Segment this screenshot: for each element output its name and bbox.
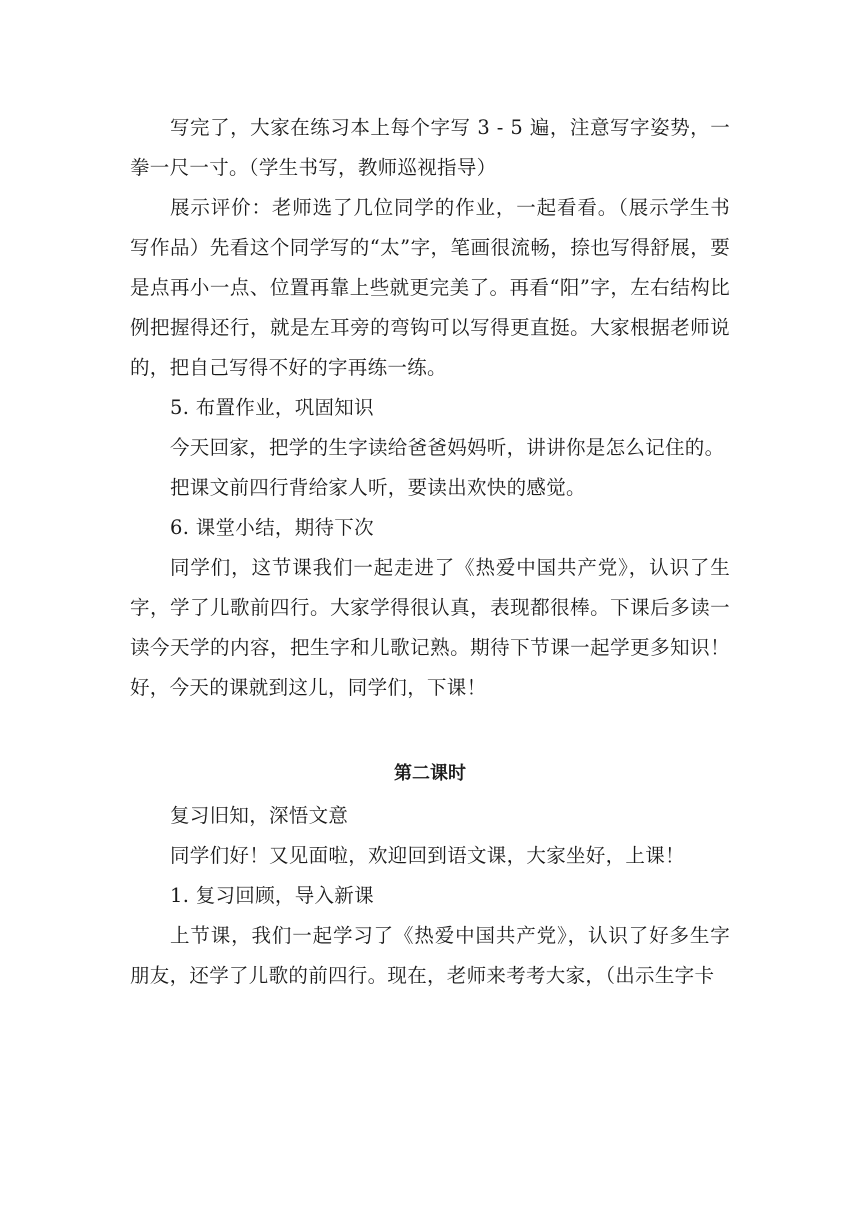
paragraph-homework-1: 今天回家，把学的生字读给爸爸妈妈听，讲讲你是怎么记住的。 [170, 436, 725, 459]
paragraph-homework-2: 把课文前四行背给家人听，要读出欢快的感觉。 [170, 476, 586, 499]
paragraph-review-intro: 上节课，我们一起学习了《热爱中国共产党》，认识了好多生字朋友，还学了儿歌的前四行。现在，老师来考考大家，（出示生字卡 [130, 924, 730, 987]
paragraph-review-title: 复习旧知，深悟文意 [170, 804, 349, 827]
paragraph-greeting: 同学们好！又见面啦，欢迎回到语文课，大家坐好，上课！ [170, 844, 685, 867]
document-body [130, 108, 730, 996]
paragraph-step1-title: 1. 复习回顾，导入新课 [170, 884, 374, 907]
paragraph-step6-title: 6. 课堂小结，期待下次 [170, 516, 374, 539]
section-heading: 第二课时 [394, 763, 466, 784]
paragraph-showcase-evaluation: 展示评价：老师选了几位同学的作业，一起看看。（展示学生书写作品）先看这个同学写的“太”字，笔画很流畅，捺也写得舒展，要是点再小一点、位置再靠上些就更完美了。再看“阳”字，左右结构比例把握得还行，就是左耳旁的弯钩可以写得更直挺。大家根据老师说的，把自己写得不好的字再练一练。 [130, 196, 730, 379]
paragraph-class-summary: 同学们，这节课我们一起走进了《热爱中国共产党》，认识了生字，学了儿歌前四行。大家学得很认真，表现都很棒。下课后多读一读今天学的内容，把生字和儿歌记熟。期待下节课一起学更多知识！好，今天的课就到这儿，同学们，下课！ [130, 556, 730, 699]
paragraph-step5-title: 5. 布置作业，巩固知识 [170, 396, 374, 419]
paragraph-writing-practice: 写完了，大家在练习本上每个字写 3 - 5 遍，注意写字姿势，一拳一尺一寸。（学生书写，教师巡视指导） [130, 116, 730, 179]
